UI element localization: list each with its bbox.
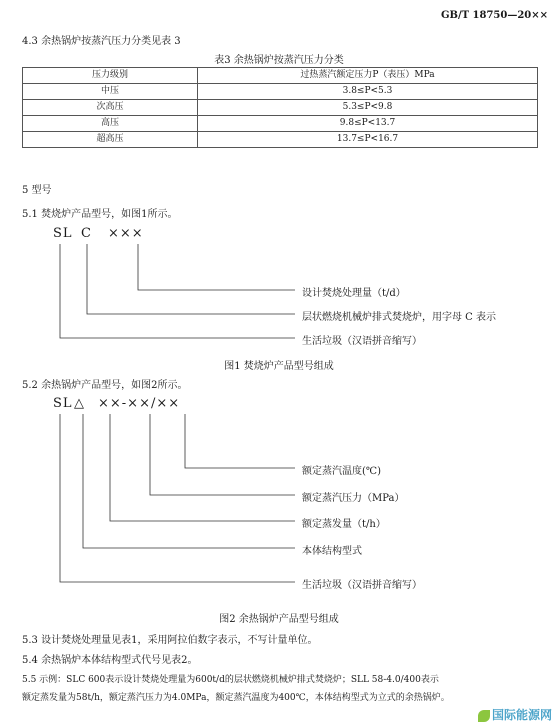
watermark-logo <box>478 706 552 723</box>
figure1-code-sl: SL <box>53 226 73 241</box>
section-5-5-line1: 5.5 示例：SLC 600表示设计焚烧处理量为600t/d的层状燃烧机械炉排式焚烧炉；SLL 58-4.0/400表示 <box>22 675 439 685</box>
figure1-code-c: C <box>81 226 92 241</box>
section-5-2-text: 5.2 余热锅炉产品型号，如图2所示。 <box>22 380 188 391</box>
figure1-caption: 图1 焚烧炉产品型号组成 <box>224 361 334 372</box>
section-4-3-heading: 4.3 余热锅炉按蒸汽压力分类见表 3 <box>22 36 181 47</box>
figure1-label-waste: 生活垃圾（汉语拼音缩写） <box>302 336 422 347</box>
section-5-5-line2: 额定蒸发量为58t/h，额定蒸汽压力为4.0MPa，额定蒸汽温度为400℃，本体结构型式为立式的余热锅炉。 <box>22 693 450 703</box>
figure2-label-pressure: 额定蒸汽压力（MPa） <box>302 493 405 504</box>
table-cell: 3.8≤P<5.3 <box>198 84 538 100</box>
leaf-icon <box>478 710 490 722</box>
table-cell: 高压 <box>23 116 198 132</box>
watermark-text: 国际能源网 <box>491 708 552 722</box>
figure2-caption: 图2 余热锅炉产品型号组成 <box>219 614 339 625</box>
table3-caption: 表3 余热锅炉按蒸汽压力分类 <box>214 55 344 66</box>
figure2-code-sl: SL <box>53 396 73 411</box>
table-cell: 次高压 <box>23 100 198 116</box>
section-5-heading: 5 型号 <box>22 185 52 196</box>
figure1-label-grate-furnace: 层状燃烧机械炉排式焚烧炉，用字母 C 表示 <box>302 312 497 323</box>
table-cell: 5.3≤P<9.8 <box>198 100 538 116</box>
section-5-1-text: 5.1 焚烧炉产品型号，如图1所示。 <box>22 209 178 220</box>
table-header-cell: 过热蒸汽额定压力P（表压）MPa <box>198 68 538 84</box>
figure2-code-triangle: △ <box>74 396 85 411</box>
table-cell: 超高压 <box>23 132 198 148</box>
table-cell: 9.8≤P<13.7 <box>198 116 538 132</box>
figure2-label-structure: 本体结构型式 <box>302 546 362 557</box>
section-5-4-text: 5.4 余热锅炉本体结构型式代号见表2。 <box>22 655 198 666</box>
doc-code: GB/T 18750—20×× <box>440 10 548 21</box>
table-header-cell: 压力级别 <box>23 68 198 84</box>
figure2-code-params: ××-××/×× <box>98 396 181 411</box>
figure1-code-xxx: ××× <box>108 226 144 241</box>
section-5-3-text: 5.3 设计焚烧处理量见表1，采用阿拉伯数字表示，不写计量单位。 <box>22 635 318 646</box>
table-cell: 13.7≤P<16.7 <box>198 132 538 148</box>
table-cell: 中压 <box>23 84 198 100</box>
figure2-label-evaporation: 额定蒸发量（t/h） <box>302 519 386 530</box>
figure1-label-throughput: 设计焚烧处理量（t/d） <box>302 288 406 299</box>
figure2-label-waste: 生活垃圾（汉语拼音缩写） <box>302 580 422 591</box>
figure2-label-temperature: 额定蒸汽温度(℃) <box>302 466 381 477</box>
